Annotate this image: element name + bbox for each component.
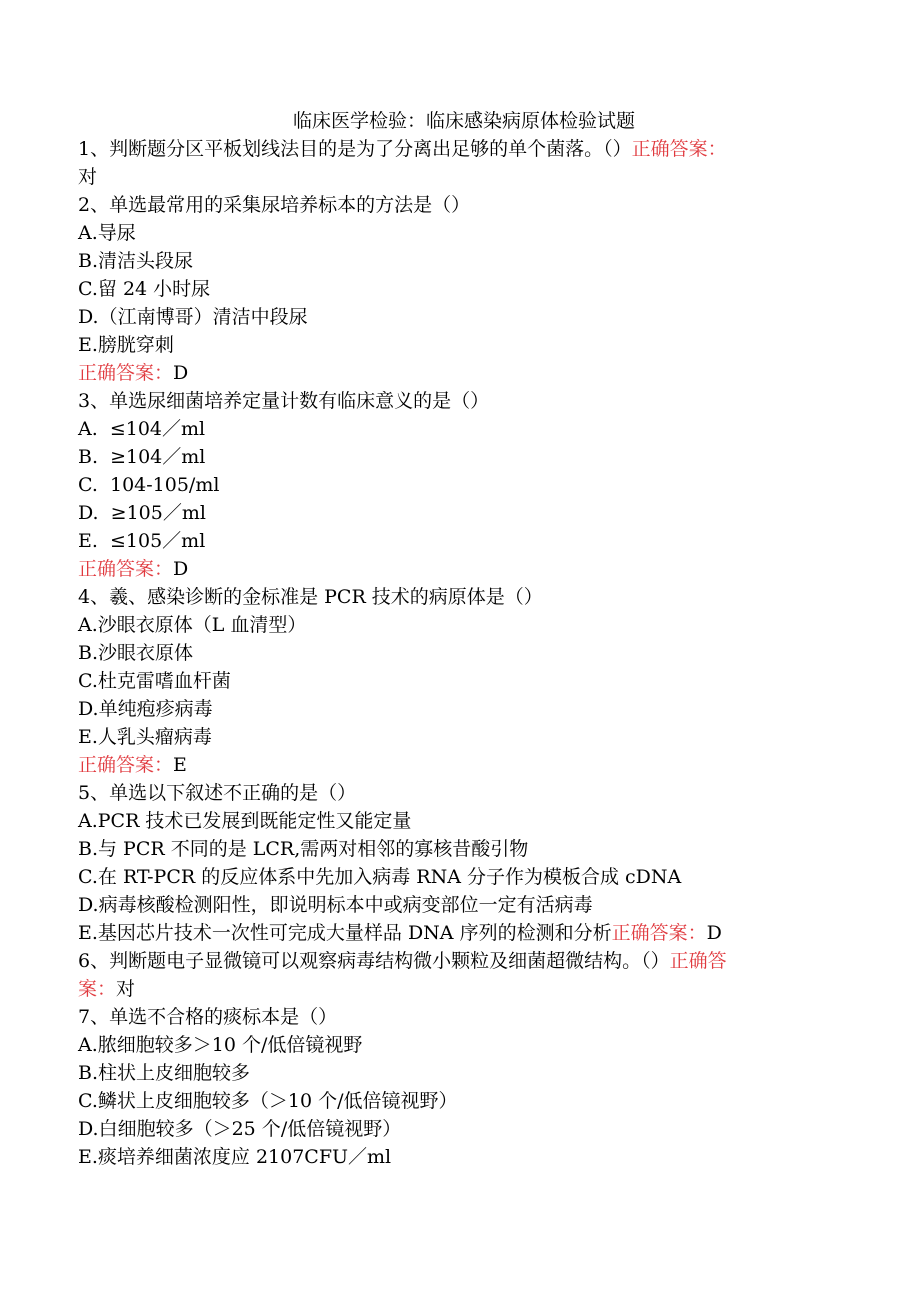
document-title: 临床医学检验：临床感染病原体检验试题 — [292, 110, 635, 132]
question-6-answer — [78, 975, 838, 1003]
answer-label: 正确答 — [669, 950, 727, 972]
question-6-text: 6、判断题电子显微镜可以观察病毒结构微小颗粒及细菌超微结构。（） — [78, 950, 670, 972]
answer-label: 正确答案： — [78, 558, 174, 580]
option-b: B.清洁头段尿 — [78, 250, 194, 272]
option-e: E.痰培养细菌浓度应 2107CFU／ml — [78, 1146, 392, 1168]
option-b: B. ≥104／ml — [78, 446, 206, 468]
option-d: D.（江南博哥）清洁中段尿 — [78, 306, 308, 328]
answer-label: 正确答案： — [78, 754, 174, 776]
question-4-stem: 4、羲、感染诊断的金标准是 PCR 技术的病原体是（） — [78, 586, 543, 608]
question-1-text: 1、判断题分区平板划线法目的是为了分离出足够的单个菌落。（） — [78, 138, 632, 160]
answer-value: E — [173, 754, 187, 776]
answer-label: 正确答案： — [78, 362, 174, 384]
answer-line — [78, 359, 838, 387]
option-a: A. ≤104／ml — [78, 418, 206, 440]
question-1-answer: 对 — [78, 166, 98, 188]
answer-value: 对 — [116, 978, 136, 1000]
question-7-stem: 7、单选不合格的痰标本是（） — [78, 1006, 338, 1028]
answer-value: D — [173, 362, 189, 384]
option-a: A.PCR 技术已发展到既能定性又能定量 — [78, 810, 412, 832]
option-e: E.膀胱穿刺 — [78, 334, 174, 356]
answer-value: D — [706, 922, 722, 944]
question-1 — [78, 135, 838, 163]
answer-line — [78, 555, 838, 583]
option-c: C.留 24 小时尿 — [78, 278, 211, 300]
question-2-stem: 2、单选最常用的采集尿培养标本的方法是（） — [78, 194, 471, 216]
option-d: D.病毒核酸检测阳性，即说明标本中或病变部位一定有活病毒 — [78, 894, 593, 916]
option-d: D.单纯疱疹病毒 — [78, 698, 213, 720]
document-body — [78, 107, 838, 1171]
option-e: E.基因芯片技术一次性可完成大量样品 DNA 序列的检测和分析 — [78, 922, 612, 944]
answer-value: D — [173, 558, 189, 580]
option-a: A.沙眼衣原体（L 血清型） — [78, 614, 307, 636]
option-a: A.脓细胞较多＞10 个/低倍镜视野 — [78, 1034, 363, 1056]
option-c: C.在 RT-PCR 的反应体系中先加入病毒 RNA 分子作为模板合成 cDNA — [78, 866, 682, 888]
option-e: E.人乳头瘤病毒 — [78, 726, 212, 748]
option-e-with-answer — [78, 919, 838, 947]
option-b: B.柱状上皮细胞较多 — [78, 1062, 251, 1084]
question-6 — [78, 947, 838, 975]
answer-label-continued: 案： — [78, 978, 117, 1000]
option-c: C.杜克雷嗜血杆菌 — [78, 670, 231, 692]
option-d: D. ≥105／ml — [78, 502, 206, 524]
option-c: C. 104-105/ml — [78, 474, 220, 496]
option-e: E. ≤105／ml — [78, 530, 206, 552]
question-3-stem: 3、单选尿细菌培养定量计数有临床意义的是（） — [78, 390, 490, 412]
question-5-stem: 5、单选以下叙述不正确的是（） — [78, 782, 357, 804]
option-c: C.鳞状上皮细胞较多（＞10 个/低倍镜视野） — [78, 1090, 458, 1112]
option-d: D.白细胞较多（＞25 个/低倍镜视野） — [78, 1118, 402, 1140]
answer-label: 正确答案： — [631, 138, 727, 160]
answer-label: 正确答案： — [611, 922, 707, 944]
answer-line — [78, 751, 838, 779]
option-b: B.沙眼衣原体 — [78, 642, 194, 664]
option-a: A.导尿 — [78, 222, 136, 244]
option-b: B.与 PCR 不同的是 LCR,需两对相邻的寡核昔酸引物 — [78, 838, 529, 860]
